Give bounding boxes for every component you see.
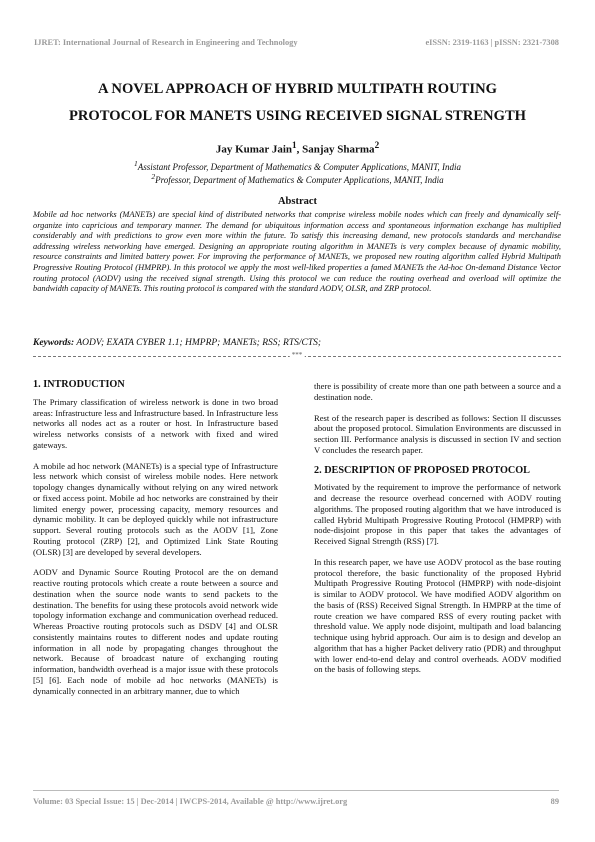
issn: eISSN: 2319-1163 | pISSN: 2321-7308 bbox=[425, 38, 559, 47]
introduction-heading: 1. INTRODUCTION bbox=[33, 379, 125, 390]
aff-2-text: Professor, Department of Mathematics & Computer Applications, MANIT, India bbox=[155, 175, 444, 185]
title-line-1: A NOVEL APPROACH OF HYBRID MULTIPATH ROUTING bbox=[98, 81, 497, 97]
left-column bbox=[33, 380, 278, 706]
keywords-text: AODV; EXATA CYBER 1.1; HMPRP; MANETs; RSS; RTS/CTS; bbox=[74, 338, 322, 348]
author-2: Sanjay Sharma bbox=[302, 143, 375, 156]
intro-paragraph-1: The Primary classification of wireless network is done in two broad areas: Infrastructure less and Infrastructure based. In Infrastructure less networks all nodes act as a router or host. In Infrastructure based wireless networks consists of a network with fixed and wired gateways. bbox=[33, 396, 278, 450]
running-footer bbox=[33, 797, 559, 806]
affiliation-1 bbox=[0, 159, 595, 172]
protocol-paragraph-2: In this research paper, we have use AODV protocol as the base routing protocol therefore, the basic functionality of the proposed Hybrid Multipath Progressive Routing Protocol (HMPRP) with node-disjoint is similar to AODV protocol. We have modified AODV algorithm on the basis of (RSS) Received Signal Strength. In HMPRP at the time of route creation we have compared RSS of every routing packet with threshold value. We apply node disjoint, multipath and load balancing technique using hybrid approach. Our aim is to design and develop an algorithm that has a higher Packet delivery ratio (PDR) and throughput with lower end-to-end delay and control overheads. AODV modified on the basis of following steps. bbox=[314, 556, 561, 675]
right-column bbox=[314, 381, 561, 685]
aff-1-sup: 1 bbox=[133, 159, 138, 168]
footer-rule bbox=[33, 790, 559, 791]
aff-1-text: Assistant Professor, Department of Mathematics & Computer Applications, MANIT, India bbox=[137, 162, 462, 172]
intro-paragraph-4: there is possibility of create more than one path between a source and a destination node. bbox=[314, 381, 561, 402]
paper-title bbox=[30, 76, 565, 130]
abstract-heading: Abstract bbox=[277, 196, 318, 207]
footer-citation: Volume: 03 Special Issue: 15 | Dec-2014 | IWCPS-2014, Available @ http://www.ijret.org bbox=[33, 797, 348, 806]
intro-paragraph-2: A mobile ad hoc network (MANETs) is a special type of Infrastructure less network which consist of wireless mobile nodes. Here network topology changes dynamically without relying on any wired network or fixed access point. Mobile ad hoc networks are constrained by their limited energy power, processing capacity, memory resources and dynamic mobility. It can be deployed quickly while not infrastructure support. Several routing protocols such as the AODV [1], Zone Routing protocol (ZRP) [2], and Optimized Link State Routing (OLSR) [3] are developed by several developers. bbox=[33, 460, 278, 557]
protocol-heading: 2. DESCRIPTION OF PROPOSED PROTOCOL bbox=[314, 464, 530, 476]
authors bbox=[0, 140, 595, 156]
author-2-sup: 2 bbox=[374, 140, 380, 150]
title-line-2: PROTOCOL FOR MANETS USING RECEIVED SIGNAL STRENGTH bbox=[68, 108, 527, 124]
section-separator bbox=[33, 351, 561, 359]
abstract-text: Mobile ad hoc networks (MANETs) are special kind of distributed networks that comprise wireless mobile nodes which can freely and dynamically self-organize into capricious and temporary manner. The demand for ubiquitous information access and spontaneous information exchange has multiplied considerably and with predictions to grow even more within the future. To satisfy this increasing demand, new protocols standards and merchandise addressing wireless networking have emerged. Designing an appropriate routing algorithm in MANETs is very complex because of dynamic mobility, resource constraints and limited battery power. For improving the performance of MANETs, we proposed new routing algorithm called Hybrid Multipath Progressive Routing Protocol (HMPRP). In this protocol we apply the most well-liked properties a famed MANETs the Ad-hoc On-demand Distance Vector routing protocol (AODV) using the received signal strength. Using this protocol we can reduce the routing overhead and overload will optimize the bandwidth capacity of MANETs. This routing protocol is compared with the standard AODV, OLSR, and ZRP protocol. bbox=[33, 210, 561, 294]
page-number: 89 bbox=[550, 797, 559, 806]
intro-paragraph-5: Rest of the research paper is described as follows: Section II discusses about the proposed protocol. Simulation Environments are discussed in section III. Performance analysis is discussed in section IV and section V concludes the research paper. bbox=[314, 412, 561, 455]
author-1: Jay Kumar Jain bbox=[215, 143, 293, 156]
protocol-paragraph-1: Motivated by the requirement to improve the performance of network and decrease the resource overhead concerned with AODV routing algorithms. The proposed routing algorithm that we have introduced is called Hybrid Multipath Progressive Routing Protocol (HMPRP) with node-disjoint propose in this paper that takes the advantages of Received Signal Strength (RSS) [7]. bbox=[314, 482, 561, 546]
separator-stars: *** bbox=[291, 351, 303, 359]
running-header bbox=[34, 38, 559, 47]
affiliation-2 bbox=[0, 172, 595, 185]
aff-2-sup: 2 bbox=[151, 172, 156, 181]
keywords-label: Keywords: bbox=[33, 338, 75, 348]
author-separator: , bbox=[296, 143, 303, 156]
keywords bbox=[33, 338, 321, 348]
intro-paragraph-3: AODV and Dynamic Source Routing Protocol are the on demand reactive routing protocols which create a route between a source and destination when the source node wants to send packets to the destination. The benefits for using these protocols avoid network wide topology information exchange and communication overhead reduced. Whereas Proactive routing protocols such as DSDV [4] and OLSR consistently maintains routes to different nodes and update routing information in all node by propagating changes throughout the network. Because of broadcast nature of exchanging routing information, bandwidth overhead is a major issue with these protocols [5] [6]. Each node of mobile ad hoc networks (MANETs) is dynamically connected in an arbitrary manner, due to which bbox=[33, 567, 278, 696]
author-1-sup: 1 bbox=[292, 140, 297, 150]
journal-name: IJRET: International Journal of Research in Engineering and Technology bbox=[34, 38, 298, 47]
